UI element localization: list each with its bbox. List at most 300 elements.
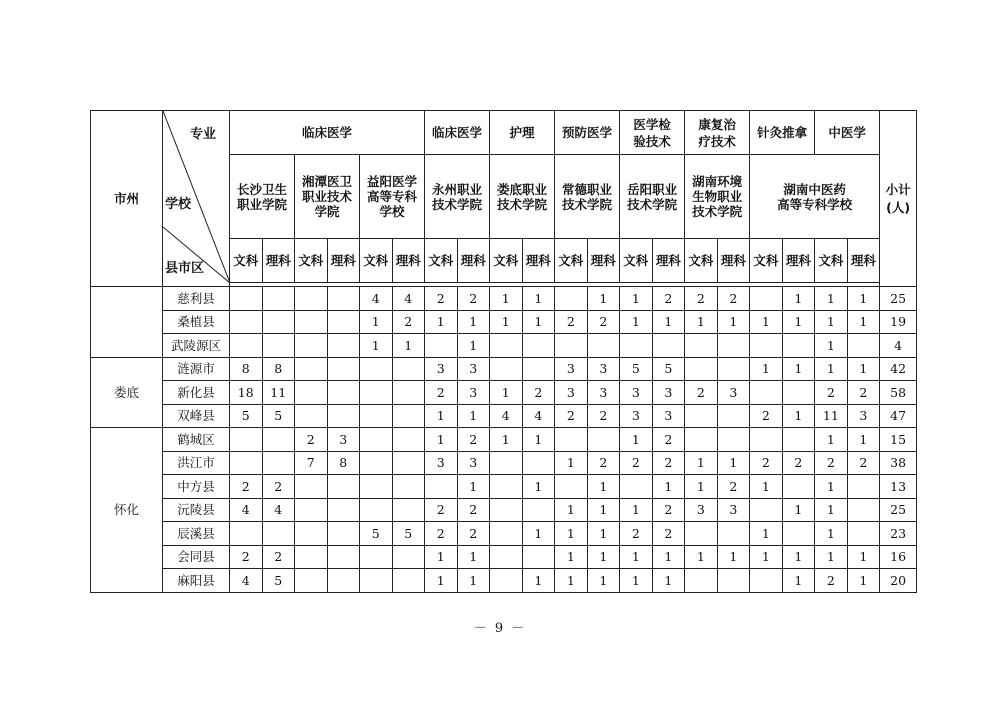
quota-cell: 3 xyxy=(847,404,880,428)
quota-cell: 1 xyxy=(587,475,620,499)
subtotal-cell: 15 xyxy=(880,428,917,452)
quota-cell: 2 xyxy=(457,287,490,311)
quota-cell xyxy=(327,522,360,546)
quota-cell xyxy=(685,404,718,428)
quota-cell: 1 xyxy=(782,569,815,593)
county-cell: 鹤城区 xyxy=(163,428,230,452)
quota-cell: 2 xyxy=(847,381,880,405)
quota-cell xyxy=(327,334,360,358)
subtotal-cell: 20 xyxy=(880,569,917,593)
quota-cell xyxy=(295,381,328,405)
quota-cell: 3 xyxy=(425,357,458,381)
school-header: 湘潭医卫 职业技术 学院 xyxy=(295,155,360,239)
subject-science-header: 理科 xyxy=(847,239,880,283)
corner-label-school: 学校 xyxy=(165,197,192,212)
quota-cell: 3 xyxy=(555,357,588,381)
county-cell: 中方县 xyxy=(163,475,230,499)
quota-cell xyxy=(782,334,815,358)
quota-cell: 2 xyxy=(782,451,815,475)
subject-science-header: 理科 xyxy=(457,239,490,283)
quota-cell xyxy=(230,428,263,452)
table-row xyxy=(91,569,917,593)
quota-cell xyxy=(750,428,783,452)
subtotal-cell: 58 xyxy=(880,381,917,405)
quota-cell xyxy=(750,381,783,405)
quota-cell: 1 xyxy=(815,428,848,452)
corner-label-major: 专业 xyxy=(190,127,217,142)
quota-cell: 1 xyxy=(750,357,783,381)
quota-cell xyxy=(230,334,263,358)
quota-cell xyxy=(717,357,750,381)
school-header: 常德职业 技术学院 xyxy=(555,155,620,239)
quota-cell: 1 xyxy=(490,310,523,334)
quota-cell: 2 xyxy=(262,475,295,499)
quota-cell: 1 xyxy=(620,310,653,334)
quota-cell xyxy=(750,334,783,358)
quota-cell xyxy=(782,475,815,499)
quota-cell xyxy=(555,334,588,358)
quota-cell: 5 xyxy=(262,404,295,428)
quota-cell: 2 xyxy=(230,545,263,569)
subtotal-cell: 13 xyxy=(880,475,917,499)
quota-cell: 3 xyxy=(685,498,718,522)
quota-cell: 3 xyxy=(457,451,490,475)
quota-cell: 3 xyxy=(717,381,750,405)
allocation-table-wrap xyxy=(90,110,917,593)
quota-cell: 2 xyxy=(392,310,425,334)
quota-cell xyxy=(360,498,393,522)
corner-label-county: 县市区 xyxy=(165,261,205,276)
quota-cell xyxy=(425,334,458,358)
subtotal-cell: 25 xyxy=(880,287,917,311)
quota-cell xyxy=(360,569,393,593)
quota-cell: 5 xyxy=(620,357,653,381)
quota-cell: 2 xyxy=(457,498,490,522)
quota-cell xyxy=(295,545,328,569)
table-row xyxy=(91,451,917,475)
quota-cell: 11 xyxy=(262,381,295,405)
quota-cell: 1 xyxy=(457,404,490,428)
quota-cell xyxy=(782,522,815,546)
quota-cell xyxy=(327,404,360,428)
quota-cell xyxy=(295,287,328,311)
quota-cell xyxy=(262,287,295,311)
subject-arts-header: 文科 xyxy=(490,239,523,283)
quota-cell: 2 xyxy=(652,428,685,452)
quota-cell: 5 xyxy=(652,357,685,381)
quota-cell xyxy=(847,475,880,499)
quota-cell: 2 xyxy=(685,287,718,311)
quota-cell: 1 xyxy=(457,334,490,358)
quota-cell: 1 xyxy=(685,545,718,569)
table-row xyxy=(91,404,917,428)
quota-cell xyxy=(392,569,425,593)
county-cell: 新化县 xyxy=(163,381,230,405)
quota-cell xyxy=(262,310,295,334)
quota-cell: 1 xyxy=(425,569,458,593)
quota-cell xyxy=(555,475,588,499)
quota-cell xyxy=(782,381,815,405)
quota-cell: 2 xyxy=(262,545,295,569)
quota-cell xyxy=(652,334,685,358)
quota-cell xyxy=(392,357,425,381)
quota-cell: 1 xyxy=(815,334,848,358)
quota-cell: 3 xyxy=(457,381,490,405)
quota-cell xyxy=(327,498,360,522)
quota-cell: 2 xyxy=(652,451,685,475)
quota-cell xyxy=(490,357,523,381)
county-cell: 洪江市 xyxy=(163,451,230,475)
quota-cell xyxy=(360,404,393,428)
quota-cell: 1 xyxy=(815,545,848,569)
quota-cell: 2 xyxy=(425,522,458,546)
quota-cell: 1 xyxy=(750,475,783,499)
quota-cell: 4 xyxy=(230,498,263,522)
city-cell: 怀化 xyxy=(91,428,163,593)
quota-cell: 1 xyxy=(847,287,880,311)
quota-cell: 1 xyxy=(717,451,750,475)
quota-cell xyxy=(295,569,328,593)
quota-cell xyxy=(262,451,295,475)
quota-cell xyxy=(392,428,425,452)
quota-cell xyxy=(750,498,783,522)
quota-cell: 1 xyxy=(587,522,620,546)
quota-cell: 3 xyxy=(587,357,620,381)
quota-cell: 2 xyxy=(815,381,848,405)
quota-cell: 1 xyxy=(620,569,653,593)
subtotal-cell: 19 xyxy=(880,310,917,334)
quota-cell: 1 xyxy=(782,404,815,428)
quota-cell xyxy=(327,569,360,593)
quota-cell xyxy=(522,545,555,569)
subject-science-header: 理科 xyxy=(652,239,685,283)
table-row xyxy=(91,522,917,546)
quota-cell xyxy=(685,334,718,358)
quota-cell: 1 xyxy=(652,475,685,499)
quota-cell xyxy=(327,287,360,311)
quota-cell xyxy=(555,428,588,452)
quota-cell xyxy=(490,475,523,499)
quota-cell: 2 xyxy=(847,451,880,475)
subject-science-header: 理科 xyxy=(327,239,360,283)
quota-cell: 1 xyxy=(620,545,653,569)
quota-cell xyxy=(295,475,328,499)
quota-cell: 2 xyxy=(587,404,620,428)
county-cell: 桑植县 xyxy=(163,310,230,334)
county-cell: 慈利县 xyxy=(163,287,230,311)
quota-cell: 1 xyxy=(815,475,848,499)
subject-arts-header: 文科 xyxy=(425,239,458,283)
quota-cell xyxy=(392,404,425,428)
quota-cell: 4 xyxy=(230,569,263,593)
major-header: 医学检 验技术 xyxy=(620,111,685,155)
quota-cell xyxy=(392,498,425,522)
major-header: 预防医学 xyxy=(555,111,620,155)
table-row xyxy=(91,287,917,311)
quota-cell: 1 xyxy=(717,310,750,334)
quota-cell: 1 xyxy=(815,498,848,522)
quota-cell: 1 xyxy=(522,475,555,499)
quota-cell: 3 xyxy=(652,404,685,428)
subject-arts-header: 文科 xyxy=(360,239,393,283)
subtotal-header: 小计 (人) xyxy=(880,111,917,287)
quota-cell xyxy=(230,287,263,311)
quota-cell xyxy=(750,569,783,593)
diagonal-corner-header xyxy=(163,111,230,287)
quota-cell: 1 xyxy=(815,522,848,546)
quota-cell: 2 xyxy=(587,310,620,334)
city-cell: 娄底 xyxy=(91,357,163,428)
quota-cell xyxy=(587,334,620,358)
quota-cell xyxy=(847,498,880,522)
quota-cell: 2 xyxy=(620,522,653,546)
quota-cell xyxy=(620,475,653,499)
quota-cell: 1 xyxy=(847,357,880,381)
subject-arts-header: 文科 xyxy=(685,239,718,283)
quota-cell: 1 xyxy=(685,310,718,334)
major-header: 临床医学 xyxy=(230,111,425,155)
quota-cell: 1 xyxy=(587,287,620,311)
quota-cell: 4 xyxy=(262,498,295,522)
quota-cell xyxy=(490,334,523,358)
quota-cell: 1 xyxy=(652,569,685,593)
quota-cell: 1 xyxy=(522,569,555,593)
quota-cell xyxy=(490,545,523,569)
subtotal-cell: 4 xyxy=(880,334,917,358)
quota-cell xyxy=(295,310,328,334)
quota-cell xyxy=(392,475,425,499)
quota-cell: 2 xyxy=(652,498,685,522)
quota-cell xyxy=(522,451,555,475)
quota-cell: 1 xyxy=(555,569,588,593)
table-row xyxy=(91,334,917,358)
quota-cell: 2 xyxy=(815,569,848,593)
subject-science-header: 理科 xyxy=(782,239,815,283)
quota-cell: 5 xyxy=(392,522,425,546)
quota-cell: 1 xyxy=(587,569,620,593)
quota-cell: 2 xyxy=(717,475,750,499)
quota-cell: 2 xyxy=(717,287,750,311)
quota-cell: 1 xyxy=(457,569,490,593)
quota-cell: 1 xyxy=(847,569,880,593)
quota-cell: 1 xyxy=(685,451,718,475)
quota-cell: 2 xyxy=(522,381,555,405)
quota-cell xyxy=(262,522,295,546)
school-header: 湖南环境 生物职业 技术学院 xyxy=(685,155,750,239)
quota-cell: 3 xyxy=(457,357,490,381)
subject-science-header: 理科 xyxy=(522,239,555,283)
quota-cell xyxy=(717,404,750,428)
quota-cell xyxy=(425,475,458,499)
quota-cell: 1 xyxy=(522,522,555,546)
subject-science-header: 理科 xyxy=(262,239,295,283)
school-header: 益阳医学 高等专科 学校 xyxy=(360,155,425,239)
quota-cell: 5 xyxy=(360,522,393,546)
quota-cell: 1 xyxy=(360,334,393,358)
quota-cell: 3 xyxy=(620,381,653,405)
quota-cell xyxy=(587,428,620,452)
quota-cell: 4 xyxy=(522,404,555,428)
quota-cell xyxy=(327,310,360,334)
quota-cell xyxy=(360,381,393,405)
quota-cell: 1 xyxy=(782,498,815,522)
subject-arts-header: 文科 xyxy=(750,239,783,283)
table-row xyxy=(91,357,917,381)
quota-cell: 18 xyxy=(230,381,263,405)
subtotal-cell: 42 xyxy=(880,357,917,381)
quota-cell: 1 xyxy=(490,428,523,452)
subject-science-header: 理科 xyxy=(717,239,750,283)
quota-cell: 1 xyxy=(392,334,425,358)
quota-cell: 1 xyxy=(652,545,685,569)
quota-cell xyxy=(620,334,653,358)
quota-cell: 8 xyxy=(230,357,263,381)
quota-cell: 1 xyxy=(620,498,653,522)
quota-cell: 1 xyxy=(750,522,783,546)
quota-cell: 1 xyxy=(360,310,393,334)
quota-cell xyxy=(685,569,718,593)
quota-cell xyxy=(327,357,360,381)
quota-cell: 1 xyxy=(457,545,490,569)
school-header: 长沙卫生 职业学院 xyxy=(230,155,295,239)
table-row xyxy=(91,310,917,334)
quota-cell xyxy=(295,522,328,546)
quota-cell: 1 xyxy=(782,287,815,311)
quota-cell: 2 xyxy=(555,310,588,334)
county-cell: 涟源市 xyxy=(163,357,230,381)
quota-cell xyxy=(262,428,295,452)
quota-cell xyxy=(847,522,880,546)
quota-cell xyxy=(230,451,263,475)
quota-cell xyxy=(685,428,718,452)
quota-cell: 1 xyxy=(685,475,718,499)
quota-cell: 2 xyxy=(425,287,458,311)
quota-cell: 2 xyxy=(230,475,263,499)
quota-cell: 5 xyxy=(230,404,263,428)
county-cell: 武陵源区 xyxy=(163,334,230,358)
quota-cell: 1 xyxy=(555,498,588,522)
subject-arts-header: 文科 xyxy=(620,239,653,283)
subtotal-cell: 23 xyxy=(880,522,917,546)
quota-cell: 2 xyxy=(750,451,783,475)
quota-cell: 1 xyxy=(555,451,588,475)
quota-cell: 2 xyxy=(652,522,685,546)
quota-cell: 1 xyxy=(522,310,555,334)
quota-cell: 1 xyxy=(522,287,555,311)
quota-cell: 1 xyxy=(587,498,620,522)
quota-cell: 1 xyxy=(425,428,458,452)
quota-cell xyxy=(360,357,393,381)
quota-cell: 1 xyxy=(847,545,880,569)
quota-cell xyxy=(782,428,815,452)
quota-cell xyxy=(392,381,425,405)
quota-cell xyxy=(847,334,880,358)
table-row xyxy=(91,381,917,405)
quota-cell xyxy=(295,357,328,381)
quota-cell xyxy=(360,475,393,499)
quota-cell xyxy=(360,451,393,475)
quota-cell: 1 xyxy=(490,381,523,405)
quota-cell: 1 xyxy=(782,310,815,334)
quota-cell: 2 xyxy=(652,287,685,311)
school-header: 湖南中医药 高等专科学校 xyxy=(750,155,880,239)
quota-cell xyxy=(685,522,718,546)
quota-cell: 11 xyxy=(815,404,848,428)
county-cell: 沅陵县 xyxy=(163,498,230,522)
major-header: 针灸推拿 xyxy=(750,111,815,155)
major-header: 康复治 疗技术 xyxy=(685,111,750,155)
quota-cell: 3 xyxy=(555,381,588,405)
quota-cell: 1 xyxy=(750,310,783,334)
city-column-header: 市州 xyxy=(91,111,163,287)
quota-cell xyxy=(522,334,555,358)
quota-cell: 1 xyxy=(652,310,685,334)
major-header: 护理 xyxy=(490,111,555,155)
quota-cell: 1 xyxy=(587,545,620,569)
quota-cell: 1 xyxy=(815,357,848,381)
school-header: 岳阳职业 技术学院 xyxy=(620,155,685,239)
quota-cell: 2 xyxy=(620,451,653,475)
county-cell: 辰溪县 xyxy=(163,522,230,546)
quota-cell xyxy=(490,451,523,475)
quota-cell: 8 xyxy=(327,451,360,475)
subject-science-header: 理科 xyxy=(392,239,425,283)
quota-cell xyxy=(392,451,425,475)
quota-cell xyxy=(360,545,393,569)
quota-cell: 1 xyxy=(425,545,458,569)
county-cell: 会同县 xyxy=(163,545,230,569)
quota-cell xyxy=(327,475,360,499)
quota-cell: 2 xyxy=(457,522,490,546)
quota-cell xyxy=(230,522,263,546)
quota-cell: 2 xyxy=(685,381,718,405)
quota-cell xyxy=(522,357,555,381)
quota-cell: 1 xyxy=(490,287,523,311)
subtotal-cell: 38 xyxy=(880,451,917,475)
quota-cell: 1 xyxy=(815,310,848,334)
quota-cell xyxy=(295,404,328,428)
quota-cell: 2 xyxy=(425,498,458,522)
school-header: 娄底职业 技术学院 xyxy=(490,155,555,239)
quota-cell xyxy=(295,498,328,522)
quota-cell: 1 xyxy=(457,475,490,499)
subtotal-cell: 47 xyxy=(880,404,917,428)
quota-cell xyxy=(392,545,425,569)
subject-science-header: 理科 xyxy=(587,239,620,283)
quota-cell xyxy=(490,498,523,522)
subject-arts-header: 文科 xyxy=(815,239,848,283)
quota-cell: 3 xyxy=(717,498,750,522)
allocation-table xyxy=(90,110,917,593)
quota-cell: 1 xyxy=(522,428,555,452)
quota-cell xyxy=(490,522,523,546)
quota-cell: 2 xyxy=(457,428,490,452)
quota-cell xyxy=(230,310,263,334)
quota-cell: 3 xyxy=(620,404,653,428)
subtotal-cell: 25 xyxy=(880,498,917,522)
quota-cell: 2 xyxy=(555,404,588,428)
quota-cell xyxy=(717,569,750,593)
quota-cell xyxy=(717,522,750,546)
quota-cell: 3 xyxy=(425,451,458,475)
subject-arts-header: 文科 xyxy=(230,239,263,283)
quota-cell xyxy=(717,334,750,358)
quota-cell xyxy=(262,334,295,358)
county-cell: 麻阳县 xyxy=(163,569,230,593)
quota-cell: 2 xyxy=(815,451,848,475)
city-cell xyxy=(91,287,163,358)
school-header: 永州职业 技术学院 xyxy=(425,155,490,239)
